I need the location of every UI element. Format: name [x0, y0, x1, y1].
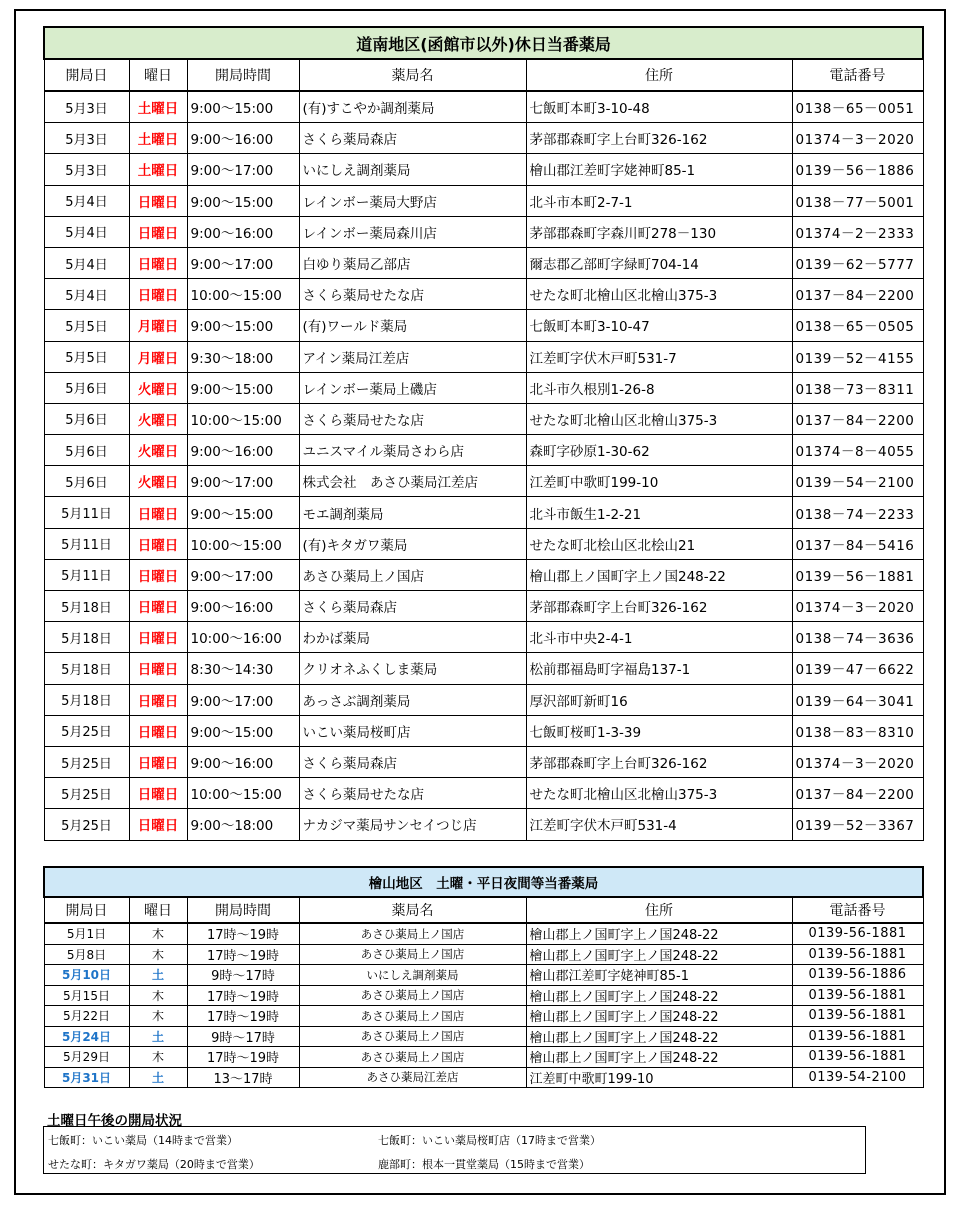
cell-address: 厚沢部町新町16	[526, 684, 792, 715]
cell-weekday: 日曜日	[129, 528, 187, 559]
cell-weekday: 日曜日	[129, 185, 187, 216]
table-row	[44, 965, 923, 986]
cell-address: 檜山郡上ノ国町字上ノ国248-22	[526, 985, 792, 1006]
cell-date: 5月4日	[44, 279, 129, 310]
table-row	[44, 372, 923, 403]
cell-pharmacy-name: いにしえ調剤薬局	[299, 154, 526, 185]
table-row	[44, 1067, 923, 1088]
cell-hours: 17時～19時	[187, 1047, 299, 1068]
saturday-item: 七飯町：いこい薬局桜町店（17時まで営業）	[378, 1134, 601, 1147]
cell-hours: 10:00～15:00	[187, 279, 299, 310]
saturday-item: せたな町：キタガワ薬局（20時まで営業）	[48, 1158, 260, 1171]
cell-weekday: 火曜日	[129, 466, 187, 497]
cell-phone: 0137－84－2200	[792, 279, 923, 310]
cell-phone: 0138－74－3636	[792, 622, 923, 653]
cell-hours: 9:00～17:00	[187, 247, 299, 278]
cell-phone: 0139－54－2100	[792, 466, 923, 497]
cell-weekday: 土曜日	[129, 123, 187, 154]
cell-date: 5月24日	[44, 1026, 129, 1047]
table-row	[44, 341, 923, 372]
cell-hours: 9:00～16:00	[187, 591, 299, 622]
cell-hours: 9:00～17:00	[187, 466, 299, 497]
table-row	[44, 403, 923, 434]
table-row	[44, 310, 923, 341]
cell-date: 5月18日	[44, 653, 129, 684]
column-header: 電話番号	[792, 897, 923, 923]
cell-hours: 9:00～16:00	[187, 746, 299, 777]
cell-hours: 9:00～17:00	[187, 559, 299, 590]
cell-hours: 10:00～15:00	[187, 403, 299, 434]
column-header: 開局時間	[187, 59, 299, 91]
cell-weekday: 木	[129, 985, 187, 1006]
cell-hours: 9:00～16:00	[187, 216, 299, 247]
cell-date: 5月15日	[44, 985, 129, 1006]
cell-phone: 0137－84－2200	[792, 778, 923, 809]
cell-date: 5月5日	[44, 310, 129, 341]
cell-phone: 0139－52－3367	[792, 809, 923, 840]
cell-phone: 0138－65－0051	[792, 91, 923, 123]
cell-hours: 17時～19時	[187, 923, 299, 944]
cell-hours: 9:00～17:00	[187, 684, 299, 715]
cell-hours: 9:00～16:00	[187, 123, 299, 154]
table-title: 道南地区(函館市以外)休日当番薬局	[44, 27, 923, 59]
cell-weekday: 月曜日	[129, 310, 187, 341]
cell-address: 江差町字伏木戸町531-7	[526, 341, 792, 372]
cell-phone: 0139－56－1886	[792, 154, 923, 185]
table-row	[44, 778, 923, 809]
cell-address: 江差町中歌町199-10	[526, 466, 792, 497]
cell-pharmacy-name: あさひ薬局江差店	[299, 1067, 526, 1088]
table-row	[44, 622, 923, 653]
cell-weekday: 日曜日	[129, 715, 187, 746]
cell-weekday: 日曜日	[129, 591, 187, 622]
cell-weekday: 土	[129, 1067, 187, 1088]
cell-date: 5月4日	[44, 247, 129, 278]
table-row	[44, 497, 923, 528]
table-row	[44, 1006, 923, 1027]
table-row	[44, 746, 923, 777]
column-header: 曜日	[129, 59, 187, 91]
cell-weekday: 月曜日	[129, 341, 187, 372]
cell-hours: 9:00～15:00	[187, 310, 299, 341]
cell-hours: 9:00～18:00	[187, 809, 299, 840]
column-header: 開局時間	[187, 897, 299, 923]
table-row	[44, 944, 923, 965]
cell-date: 5月6日	[44, 403, 129, 434]
cell-pharmacy-name: (有)キタガワ薬局	[299, 528, 526, 559]
cell-address: 江差町中歌町199-10	[526, 1067, 792, 1088]
cell-weekday: 日曜日	[129, 216, 187, 247]
holiday-pharmacy-table	[43, 26, 924, 841]
cell-weekday: 日曜日	[129, 559, 187, 590]
cell-weekday: 日曜日	[129, 778, 187, 809]
cell-pharmacy-name: さくら薬局森店	[299, 591, 526, 622]
table-row	[44, 653, 923, 684]
cell-pharmacy-name: モエ調剤薬局	[299, 497, 526, 528]
cell-weekday: 木	[129, 1006, 187, 1027]
cell-hours: 9:00～15:00	[187, 715, 299, 746]
cell-date: 5月11日	[44, 559, 129, 590]
cell-weekday: 日曜日	[129, 746, 187, 777]
cell-hours: 10:00～15:00	[187, 528, 299, 559]
cell-pharmacy-name: あさひ薬局上ノ国店	[299, 559, 526, 590]
cell-address: 森町字砂原1-30-62	[526, 435, 792, 466]
cell-weekday: 日曜日	[129, 809, 187, 840]
cell-phone: 0137－84－5416	[792, 528, 923, 559]
table-row	[44, 123, 923, 154]
cell-date: 5月25日	[44, 715, 129, 746]
cell-address: せたな町北檜山区北檜山375-3	[526, 778, 792, 809]
cell-hours: 9:00～16:00	[187, 435, 299, 466]
cell-hours: 10:00～16:00	[187, 622, 299, 653]
cell-hours: 9時～17時	[187, 965, 299, 986]
cell-weekday: 火曜日	[129, 403, 187, 434]
cell-date: 5月18日	[44, 591, 129, 622]
cell-date: 5月1日	[44, 923, 129, 944]
table-row	[44, 247, 923, 278]
cell-address: 檜山郡上ノ国町字上ノ国248-22	[526, 944, 792, 965]
cell-phone: 01374－3－2020	[792, 123, 923, 154]
cell-hours: 9:30～18:00	[187, 341, 299, 372]
cell-address: せたな町北檜山区北檜山375-3	[526, 403, 792, 434]
cell-phone: 0139－64－3041	[792, 684, 923, 715]
cell-pharmacy-name: さくら薬局森店	[299, 746, 526, 777]
cell-date: 5月25日	[44, 746, 129, 777]
column-header: 住所	[526, 59, 792, 91]
cell-address: 爾志郡乙部町字緑町704-14	[526, 247, 792, 278]
table-row	[44, 985, 923, 1006]
cell-phone: 01374－3－2020	[792, 746, 923, 777]
cell-weekday: 日曜日	[129, 247, 187, 278]
table-row	[44, 559, 923, 590]
cell-pharmacy-name: アイン薬局江差店	[299, 341, 526, 372]
cell-hours: 9:00～15:00	[187, 185, 299, 216]
cell-pharmacy-name: 白ゆり薬局乙部店	[299, 247, 526, 278]
cell-address: 檜山郡上ノ国町字上ノ国248-22	[526, 1047, 792, 1068]
cell-pharmacy-name: わかば薬局	[299, 622, 526, 653]
cell-date: 5月11日	[44, 528, 129, 559]
cell-weekday: 日曜日	[129, 279, 187, 310]
cell-hours: 9時～17時	[187, 1026, 299, 1047]
cell-phone: 0139-56-1881	[792, 1026, 923, 1047]
cell-address: 檜山郡上ノ国町字上ノ国248-22	[526, 1026, 792, 1047]
cell-date: 5月4日	[44, 216, 129, 247]
cell-hours: 13～17時	[187, 1067, 299, 1088]
cell-pharmacy-name: ユニスマイル薬局さわら店	[299, 435, 526, 466]
cell-date: 5月22日	[44, 1006, 129, 1027]
cell-phone: 0139-56-1881	[792, 923, 923, 944]
cell-pharmacy-name: いにしえ調剤薬局	[299, 965, 526, 986]
column-header: 開局日	[44, 897, 129, 923]
cell-phone: 0138－65－0505	[792, 310, 923, 341]
cell-address: 檜山郡江差町字姥神町85-1	[526, 154, 792, 185]
cell-weekday: 日曜日	[129, 497, 187, 528]
saturday-section-title: 土曜日午後の開局状況	[47, 1113, 182, 1129]
cell-hours: 8:30～14:30	[187, 653, 299, 684]
cell-phone: 01374－8－4055	[792, 435, 923, 466]
cell-phone: 0137－84－2200	[792, 403, 923, 434]
cell-hours: 17時～19時	[187, 944, 299, 965]
cell-hours: 10:00～15:00	[187, 778, 299, 809]
cell-pharmacy-name: あさひ薬局上ノ国店	[299, 1047, 526, 1068]
cell-date: 5月18日	[44, 622, 129, 653]
cell-weekday: 土	[129, 965, 187, 986]
cell-address: 茅部郡森町字上台町326-162	[526, 591, 792, 622]
cell-weekday: 土曜日	[129, 91, 187, 123]
table-row	[44, 154, 923, 185]
cell-hours: 9:00～17:00	[187, 154, 299, 185]
cell-address: 茅部郡森町字上台町326-162	[526, 746, 792, 777]
cell-hours: 9:00～15:00	[187, 372, 299, 403]
hiyama-pharmacy-table	[43, 866, 924, 1088]
cell-pharmacy-name: さくら薬局せたな店	[299, 778, 526, 809]
column-header: 開局日	[44, 59, 129, 91]
table-row	[44, 279, 923, 310]
cell-address: 松前郡福島町字福島137-1	[526, 653, 792, 684]
cell-date: 5月5日	[44, 341, 129, 372]
cell-weekday: 土	[129, 1026, 187, 1047]
cell-pharmacy-name: あっさぶ調剤薬局	[299, 684, 526, 715]
cell-phone: 0138－83－8310	[792, 715, 923, 746]
cell-date: 5月25日	[44, 809, 129, 840]
cell-phone: 0139-54-2100	[792, 1067, 923, 1088]
cell-phone: 0139-56-1881	[792, 1006, 923, 1027]
cell-phone: 0138－77－5001	[792, 185, 923, 216]
cell-pharmacy-name: クリオネふくしま薬局	[299, 653, 526, 684]
cell-weekday: 木	[129, 923, 187, 944]
table-row	[44, 715, 923, 746]
cell-address: 檜山郡上ノ国町字上ノ国248-22	[526, 923, 792, 944]
cell-phone: 0139-56-1886	[792, 965, 923, 986]
cell-date: 5月31日	[44, 1067, 129, 1088]
cell-date: 5月11日	[44, 497, 129, 528]
cell-date: 5月3日	[44, 123, 129, 154]
cell-pharmacy-name: さくら薬局森店	[299, 123, 526, 154]
cell-phone: 0138－74－2233	[792, 497, 923, 528]
cell-address: 北斗市飯生1-2-21	[526, 497, 792, 528]
cell-weekday: 火曜日	[129, 435, 187, 466]
cell-date: 5月3日	[44, 91, 129, 123]
cell-phone: 0139－52－4155	[792, 341, 923, 372]
cell-phone: 0138－73－8311	[792, 372, 923, 403]
table-row	[44, 923, 923, 944]
table-row	[44, 684, 923, 715]
cell-phone: 0139－62－5777	[792, 247, 923, 278]
cell-weekday: 火曜日	[129, 372, 187, 403]
column-header: 薬局名	[299, 897, 526, 923]
cell-date: 5月10日	[44, 965, 129, 986]
cell-date: 5月6日	[44, 372, 129, 403]
column-header: 曜日	[129, 897, 187, 923]
cell-date: 5月6日	[44, 435, 129, 466]
table-row	[44, 216, 923, 247]
cell-address: せたな町北桧山区北桧山21	[526, 528, 792, 559]
cell-phone: 01374－3－2020	[792, 591, 923, 622]
cell-address: 江差町字伏木戸町531-4	[526, 809, 792, 840]
cell-address: 檜山郡江差町字姥神町85-1	[526, 965, 792, 986]
cell-pharmacy-name: 株式会社 あさひ薬局江差店	[299, 466, 526, 497]
cell-weekday: 日曜日	[129, 653, 187, 684]
cell-address: 茅部郡森町字上台町326-162	[526, 123, 792, 154]
cell-phone: 01374－2－2333	[792, 216, 923, 247]
cell-pharmacy-name: あさひ薬局上ノ国店	[299, 923, 526, 944]
cell-phone: 0139－56－1881	[792, 559, 923, 590]
cell-weekday: 土曜日	[129, 154, 187, 185]
cell-address: 北斗市久根別1-26-8	[526, 372, 792, 403]
cell-phone: 0139－47－6622	[792, 653, 923, 684]
cell-date: 5月3日	[44, 154, 129, 185]
cell-address: 七飯町本町3-10-47	[526, 310, 792, 341]
cell-address: 檜山郡上ノ国町字上ノ国248-22	[526, 559, 792, 590]
table-row	[44, 1047, 923, 1068]
cell-phone: 0139-56-1881	[792, 1047, 923, 1068]
table-row	[44, 591, 923, 622]
cell-hours: 17時～19時	[187, 985, 299, 1006]
cell-pharmacy-name: あさひ薬局上ノ国店	[299, 944, 526, 965]
column-header: 薬局名	[299, 59, 526, 91]
column-header: 電話番号	[792, 59, 923, 91]
cell-pharmacy-name: (有)ワールド薬局	[299, 310, 526, 341]
cell-weekday: 木	[129, 944, 187, 965]
cell-address: 北斗市本町2-7-1	[526, 185, 792, 216]
table-row	[44, 185, 923, 216]
cell-hours: 9:00～15:00	[187, 91, 299, 123]
cell-pharmacy-name: あさひ薬局上ノ国店	[299, 1006, 526, 1027]
saturday-item: 鹿部町：根本一貫堂薬局（15時まで営業）	[378, 1158, 590, 1171]
table-row	[44, 528, 923, 559]
cell-weekday: 日曜日	[129, 622, 187, 653]
table-row	[44, 809, 923, 840]
cell-weekday: 日曜日	[129, 684, 187, 715]
cell-weekday: 木	[129, 1047, 187, 1068]
cell-address: 七飯町本町3-10-48	[526, 91, 792, 123]
cell-phone: 0139-56-1881	[792, 944, 923, 965]
cell-pharmacy-name: あさひ薬局上ノ国店	[299, 985, 526, 1006]
cell-hours: 17時～19時	[187, 1006, 299, 1027]
cell-date: 5月18日	[44, 684, 129, 715]
cell-address: 檜山郡上ノ国町字上ノ国248-22	[526, 1006, 792, 1027]
cell-address: せたな町北檜山区北檜山375-3	[526, 279, 792, 310]
cell-pharmacy-name: さくら薬局せたな店	[299, 403, 526, 434]
table-title: 檜山地区 土曜・平日夜間等当番薬局	[44, 867, 923, 897]
cell-pharmacy-name: あさひ薬局上ノ国店	[299, 1026, 526, 1047]
cell-pharmacy-name: さくら薬局せたな店	[299, 279, 526, 310]
cell-date: 5月6日	[44, 466, 129, 497]
cell-date: 5月25日	[44, 778, 129, 809]
cell-phone: 0139-56-1881	[792, 985, 923, 1006]
cell-address: 七飯町桜町1-3-39	[526, 715, 792, 746]
cell-address: 茅部郡森町字森川町278－130	[526, 216, 792, 247]
table-row	[44, 466, 923, 497]
cell-hours: 9:00～15:00	[187, 497, 299, 528]
cell-pharmacy-name: (有)すこやか調剤薬局	[299, 91, 526, 123]
cell-date: 5月4日	[44, 185, 129, 216]
cell-address: 北斗市中央2-4-1	[526, 622, 792, 653]
table-row	[44, 435, 923, 466]
cell-pharmacy-name: レインボー薬局森川店	[299, 216, 526, 247]
cell-date: 5月8日	[44, 944, 129, 965]
cell-pharmacy-name: ナカジマ薬局サンセイつじ店	[299, 809, 526, 840]
saturday-info-box	[43, 1126, 866, 1174]
cell-pharmacy-name: いこい薬局桜町店	[299, 715, 526, 746]
cell-date: 5月29日	[44, 1047, 129, 1068]
cell-pharmacy-name: レインボー薬局大野店	[299, 185, 526, 216]
cell-pharmacy-name: レインボー薬局上磯店	[299, 372, 526, 403]
column-header: 住所	[526, 897, 792, 923]
saturday-item: 七飯町：いこい薬局（14時まで営業）	[48, 1134, 238, 1147]
table-row	[44, 91, 923, 123]
table-row	[44, 1026, 923, 1047]
